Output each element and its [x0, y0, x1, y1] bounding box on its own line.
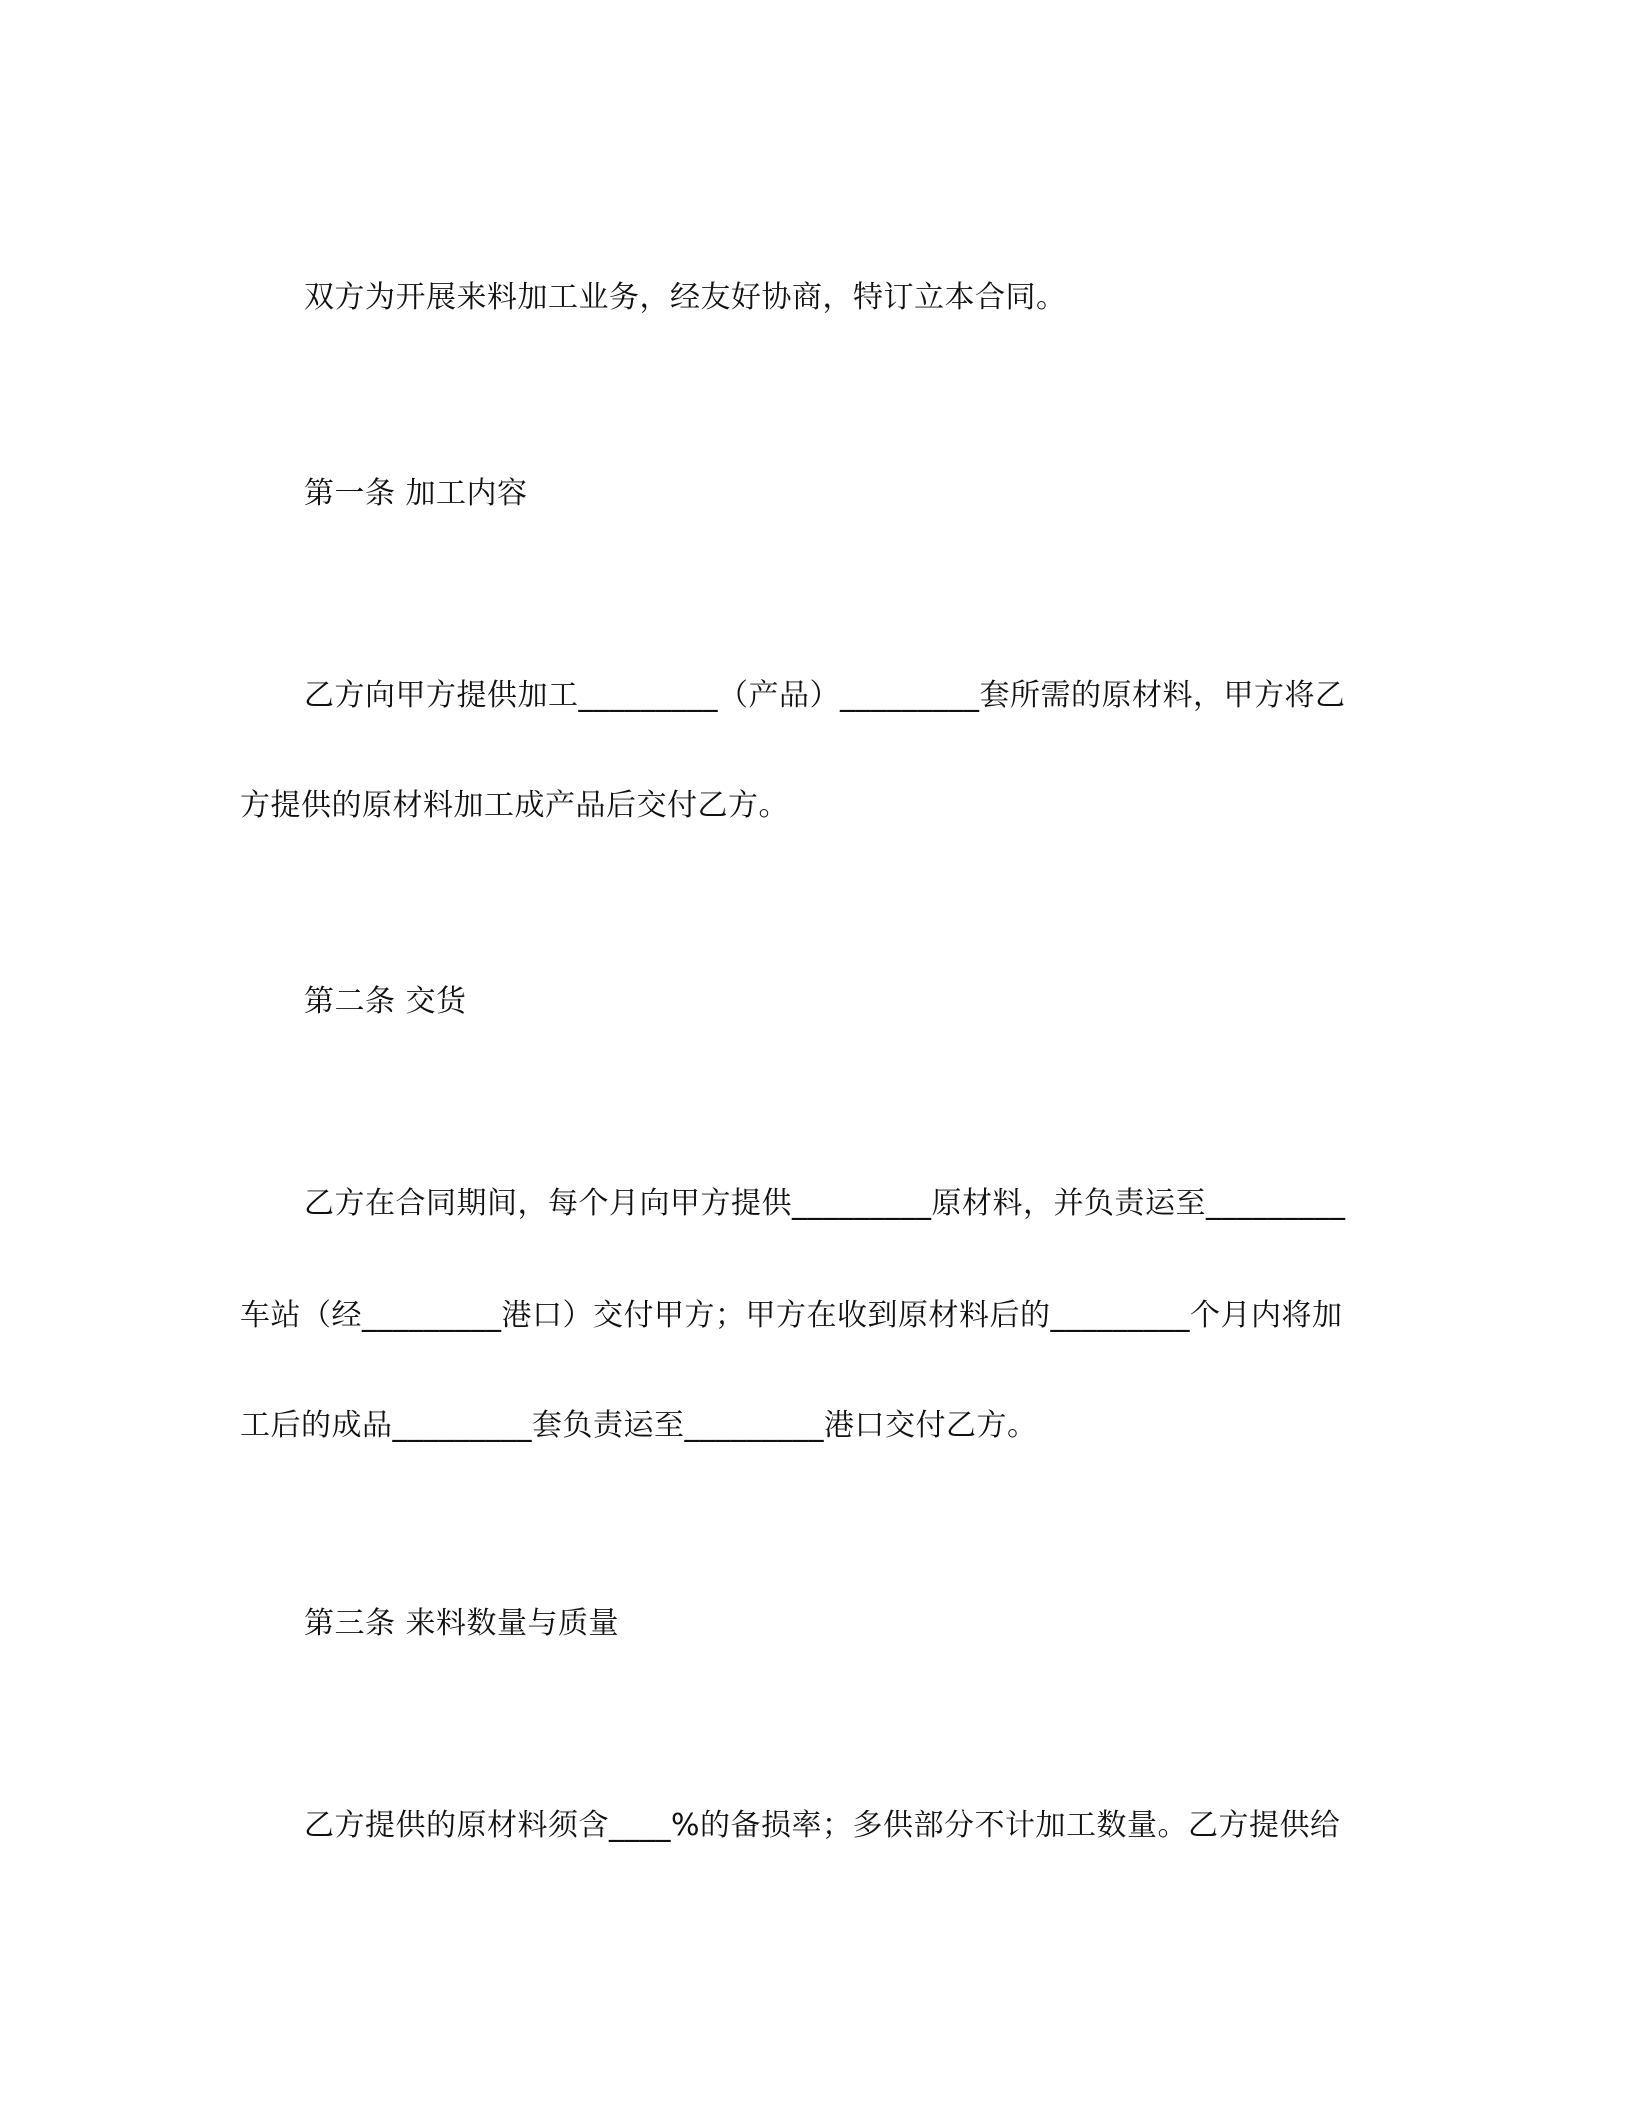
article-1-heading: 第一条 加工内容: [304, 476, 528, 511]
article-1-line-1: 乙方向甲方提供加工_________（产品）_________套所需的原材料，甲方将乙: [304, 678, 1346, 713]
article-1-line-2: 方提供的原材料加工成产品后交付乙方。: [240, 788, 789, 823]
article-3-heading: 第三条 来料数量与质量: [304, 1606, 620, 1641]
article-2-line-3: 工后的成品_________套负责运至_________港口交付乙方。: [240, 1408, 1038, 1443]
article-2-heading: 第二条 交货: [304, 984, 467, 1019]
article-2-line-2: 车站（经_________港口）交付甲方；甲方在收到原材料后的_________个月内将加: [240, 1298, 1343, 1333]
article-2-line-1: 乙方在合同期间，每个月向甲方提供_________原材料，并负责运至_________: [304, 1186, 1346, 1221]
intro-paragraph: 双方为开展来料加工业务，经友好协商，特订立本合同。: [304, 280, 1067, 315]
article-3-line-1: 乙方提供的原材料须含____%的备损率；多供部分不计加工数量。乙方提供给: [304, 1808, 1341, 1843]
